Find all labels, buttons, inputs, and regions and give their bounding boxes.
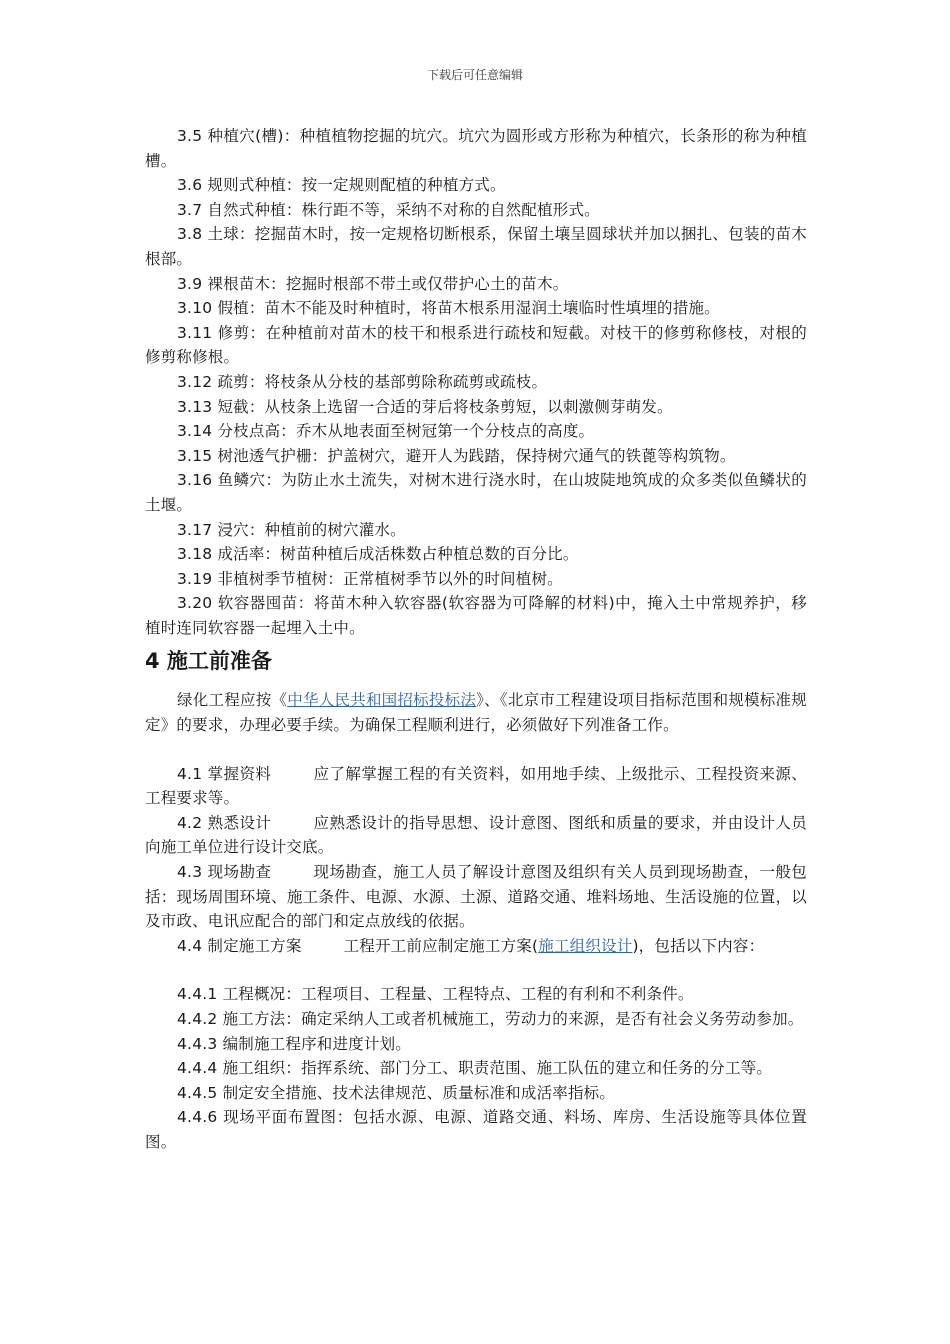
definition-3-9: 3.9 裸根苗木：挖掘时根部不带土或仅带护心土的苗木。	[177, 274, 569, 293]
definition-3-8: 3.8 土球：挖掘苗木时，按一定规格切断根系，保留土壤呈圆球状并加以捆扎、包装的苗木根部。	[145, 225, 807, 268]
subitem-4-4-1: 4.4.1 工程概况：工程项目、工程量、工程特点、工程的有利和不利条件。	[177, 985, 694, 1004]
definition-3-19: 3.19 非植树季节植树：正常植树季节以外的时间植树。	[177, 569, 563, 588]
definition-3-14: 3.14 分枝点高：乔木从地表面至树冠第一个分枝点的高度。	[177, 422, 595, 441]
definition-3-7: 3.7 自然式种植：株行距不等，采纳不对称的自然配植形式。	[177, 200, 600, 219]
item-4-2	[145, 811, 807, 860]
subitem-4-4-4: 4.4.4 施工组织：指挥系统、部门分工、职责范围、施工队伍的建立和任务的分工等。	[177, 1059, 773, 1078]
definition-3-5: 3.5 种植穴(槽)：种植植物挖掘的坑穴。坑穴为圆形或方形称为种植穴，长条形的称为种植槽。	[145, 127, 807, 170]
definition-3-17: 3.17 浸穴：种植前的树穴灌水。	[177, 520, 406, 539]
intro-text-post: 》、《北京市工程建设项目指标范围和规模标准规定》的要求，办理必要手续。为确保工程顺利进行，必须做好下列准备工作。	[145, 691, 807, 735]
item-text-post: )，包括以下内容：	[632, 936, 765, 955]
subitem-4-4-6: 4.4.6 现场平面布置图：包括水源、电源、道路交通、料场、库房、生活设施等具体位置图。	[145, 1108, 807, 1151]
definition-3-11: 3.11 修剪：在种植前对苗木的枝干和根系进行疏枝和短截。对枝干的修剪称修枝，对根的修剪称修根。	[145, 323, 807, 367]
spacer	[145, 958, 807, 982]
item-text: 应了解掌握工程的有关资料，如用地手续、上级批示、工程投资来源、工程要求等。	[145, 764, 807, 808]
definition-3-6: 3.6 规则式种植：按一定规则配植的种植方式。	[177, 176, 506, 195]
intro-text-pre: 绿化工程应按《	[177, 691, 288, 710]
page-header: 下载后可任意编辑	[426, 68, 523, 82]
construction-design-link[interactable]: 施工组织设计	[538, 936, 633, 955]
item-text-pre: 工程开工前应制定施工方案(	[343, 936, 539, 955]
definition-3-15: 3.15 树池透气护栅：护盖树穴，避开人为践踏，保持树穴通气的铁蓖等构筑物。	[177, 446, 736, 465]
spacer	[145, 738, 807, 762]
item-label: 4.3 现场勘查	[177, 863, 272, 882]
item-label: 4.4 制定施工方案	[177, 936, 302, 955]
item-text: 现场勘查，施工人员了解设计意图及组织有关人员到现场勘查，一般包括：现场周围环境、施工条件、电源、水源、土源、道路交通、堆料场地、生活设施的位置，以及市政、电讯应配合的部门和定点放线的依据。	[145, 863, 807, 931]
definition-3-13: 3.13 短截：从枝条上选留一合适的芽后将枝条剪短，以刺激侧芽萌发。	[177, 397, 673, 416]
definition-3-18: 3.18 成活率：树苗种植后成活株数占种植总数的百分比。	[177, 545, 579, 564]
bidding-law-link[interactable]: 中华人民共和国招标投标法	[287, 691, 477, 710]
subitem-4-4-5: 4.4.5 制定安全措施、技术法律规范、质量标准和成活率指标。	[177, 1083, 616, 1102]
section-heading: 4 施工前准备	[145, 649, 272, 674]
item-label: 4.2 熟悉设计	[177, 813, 272, 832]
definition-3-16: 3.16 鱼鳞穴：为防止水土流失，对树木进行浇水时，在山坡陡地筑成的众多类似鱼鳞状的土堰。	[145, 471, 807, 514]
item-text: 应熟悉设计的指导思想、设计意图、图纸和质量的要求，并由设计人员向施工单位进行设计交底。	[145, 813, 807, 857]
definition-3-20: 3.20 软容器囤苗：将苗木种入软容器(软容器为可降解的材料)中，掩入土中常规养护，移植时连同软容器一起埋入土中。	[145, 594, 807, 637]
section-intro	[145, 688, 807, 737]
item-4-3	[145, 860, 807, 934]
document-body	[145, 124, 807, 1155]
subitem-4-4-3: 4.4.3 编制施工程序和进度计划。	[177, 1034, 411, 1053]
item-label: 4.1 掌握资料	[177, 764, 272, 783]
item-4-4	[145, 934, 807, 959]
definition-3-12: 3.12 疏剪：将枝条从分枝的基部剪除称疏剪或疏枝。	[177, 372, 548, 391]
item-4-1	[145, 762, 807, 811]
definition-3-10: 3.10 假植：苗木不能及时种植时，将苗木根系用湿润土壤临时性填埋的措施。	[177, 299, 720, 318]
subitem-4-4-2: 4.4.2 施工方法：确定采纳人工或者机械施工，劳动力的来源，是否有社会义务劳动参加。	[177, 1010, 804, 1028]
